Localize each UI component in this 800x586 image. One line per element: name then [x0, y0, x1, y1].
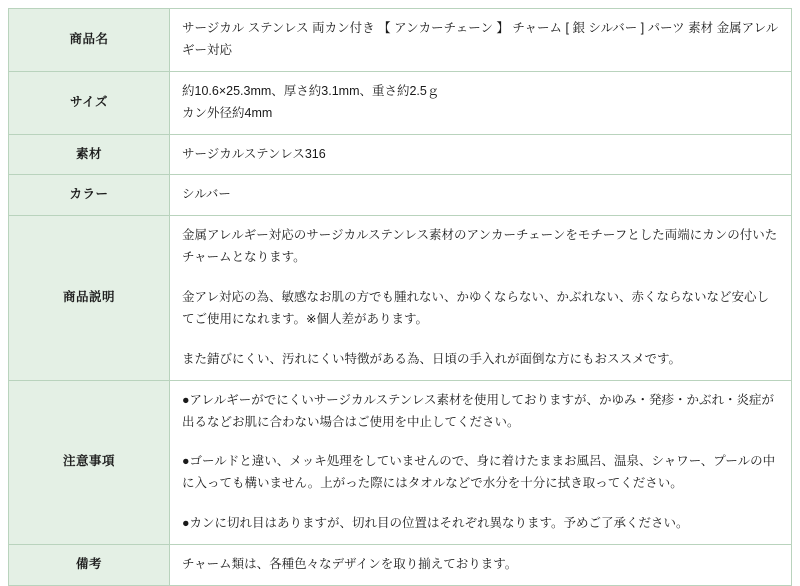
- spec-label-cell: 備考: [9, 545, 170, 586]
- spec-value-paragraph: ●カンに切れ目はありますが、切れ目の位置はそれぞれ異なります。予めご了承ください。: [182, 516, 689, 531]
- table-row: [9, 216, 792, 380]
- spec-table-body: [9, 9, 792, 586]
- spec-value-paragraph: ●アレルギーがでにくいサージカルステンレス素材を使用しておりますが、かゆみ・発疹・かぶれ・炎症が出るなどお肌に合わない場合はご使用を中止してください。: [182, 392, 775, 429]
- spec-value-paragraph: 金属アレルギー対応のサージカルステンレス素材のアンカーチェーンをモチーフとした両端にカンの付いたチャームとなります。: [182, 228, 778, 265]
- spec-value-paragraph: カン外径約4mm: [182, 105, 273, 120]
- spec-label-cell: 商品説明: [9, 216, 170, 380]
- spec-label-cell: 素材: [9, 134, 170, 175]
- table-row: [9, 71, 792, 134]
- table-row: [9, 9, 792, 72]
- spec-value-cell: [170, 134, 792, 175]
- spec-value-paragraph: チャーム類は、各種色々なデザインを取り揃えております。: [182, 557, 518, 571]
- spec-value-cell: [170, 380, 792, 544]
- spec-value-cell: [170, 71, 792, 134]
- table-row: [9, 380, 792, 544]
- spec-value-paragraph: また錆びにくい、汚れにくい特徴がある為、日頃の手入れが面倒な方にもおススメです。: [182, 351, 682, 366]
- spec-value-paragraph: 約10.6×25.3mm、厚さ約3.1mm、重さ約2.5ｇ: [182, 83, 440, 98]
- spec-value-paragraph: 金アレ対応の為、敏感なお肌の方でも腫れない、かゆくならない、かぶれない、赤くならないなど安心してご使用になれます。※個人差があります。: [182, 290, 770, 326]
- spec-label-cell: カラー: [9, 175, 170, 216]
- table-row: [9, 545, 792, 586]
- spec-label-cell: サイズ: [9, 71, 170, 134]
- spec-label-cell: 商品名: [9, 9, 170, 72]
- spec-value-paragraph: ●ゴールドと違い、メッキ処理をしていませんので、身に着けたままお風呂、温泉、シャワー、プールの中に入っても構いません。上がった際にはタオルなどで水分を十分に拭き取ってください。: [182, 454, 776, 491]
- spec-value-cell: [170, 216, 792, 380]
- spec-value-cell: [170, 545, 792, 586]
- table-row: [9, 134, 792, 175]
- spec-value-cell: [170, 9, 792, 72]
- spec-label-cell: 注意事項: [9, 380, 170, 544]
- spec-value-paragraph: サージカルステンレス316: [182, 146, 326, 161]
- table-row: [9, 175, 792, 216]
- spec-value-paragraph: シルバー: [182, 187, 231, 202]
- product-spec-table: [8, 8, 792, 586]
- spec-value-paragraph: サージカル ステンレス 両カン付き 【 アンカーチェーン 】 チャーム [ 銀 シルバー ] パーツ 素材 金属アレルギー対応: [182, 21, 779, 57]
- spec-value-cell: [170, 175, 792, 216]
